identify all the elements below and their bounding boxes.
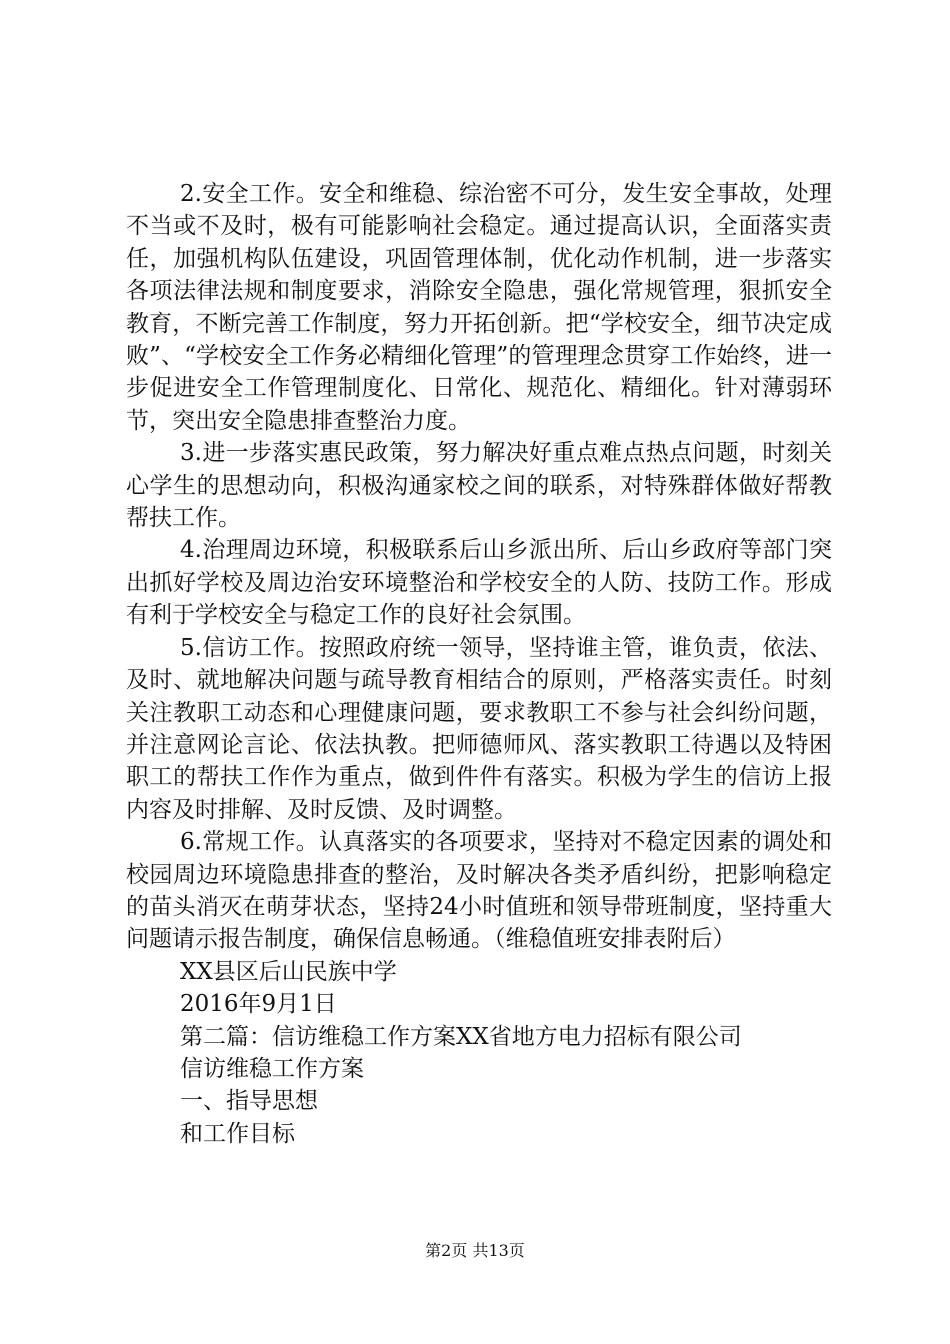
section-subtitle: 信访维稳工作方案 xyxy=(180,1055,364,1082)
section-heading-part-two: 第二篇：信访维稳工作方案XX省地方电力招标有限公司 xyxy=(180,1023,742,1050)
page-number-footer: 第2页 共13页 xyxy=(425,1241,525,1260)
paragraph-surrounding-environment: 4.治理周边环境，积极联系后山乡派出所、后山乡政府等部门突出抓好学校及周边治安环境整治和学校安全的人防、技防工作。形成有利于学校安全与稳定工作的良好社会氛围。 xyxy=(126,537,832,629)
paragraph-petition-work: 5.信访工作。按照政府统一领导，坚持谁主管，谁负责，依法、及时、就地解决问题与疏导教育相结合的原则，严格落实责任。时刻关注教职工动态和心理健康问题，要求教职工不参与社会纠纷问题，并注意网论言论、依法执教。把师德师风、落实教职工待遇以及特困职工的帮扶工作作为重点，做到件件有落实。积极为学生的信访上报内容及时排解、及时反馈、及时调整。 xyxy=(126,634,832,823)
heading-work-goals: 和工作目标 xyxy=(180,1120,295,1147)
signature-school-name: XX县区后山民族中学 xyxy=(180,958,397,985)
heading-guiding-ideology: 一、指导思想 xyxy=(180,1088,318,1115)
paragraph-safety-work: 2.安全工作。安全和维稳、综治密不可分，发生安全事故，处理不当或不及时，极有可能影响社会稳定。通过提高认识，全面落实责任，加强机构队伍建设，巩固管理体制，优化动作机制，进一步落实各项法律法规和制度要求，消除安全隐患，强化常规管理，狠抓安全教育，不断完善工作制度，努力开拓创新。把“学校安全，细节决定成败”、“学校安全工作务必精细化管理”的管理理念贯穿工作始终，进一步促进安全工作管理制度化、日常化、规范化、精细化。针对薄弱环节，突出安全隐患排查整治力度。 xyxy=(126,181,832,434)
document-body xyxy=(126,178,832,1150)
paragraph-benefit-policy: 3.进一步落实惠民政策，努力解决好重点难点热点问题，时刻关心学生的思想动向，积极沟通家校之间的联系，对特殊群体做好帮教帮扶工作。 xyxy=(126,440,832,532)
paragraph-routine-work: 6.常规工作。认真落实的各项要求，坚持对不稳定因素的调处和校园周边环境隐患排查的整治，及时解决各类矛盾纠纷，把影响稳定的苗头消灭在萌芽状态，坚持24小时值班和领导带班制度，坚持重大问题请示报告制度，确保信息畅通。（维稳值班安排表附后） xyxy=(126,829,832,953)
signature-date: 2016年9月1日 xyxy=(180,991,337,1018)
